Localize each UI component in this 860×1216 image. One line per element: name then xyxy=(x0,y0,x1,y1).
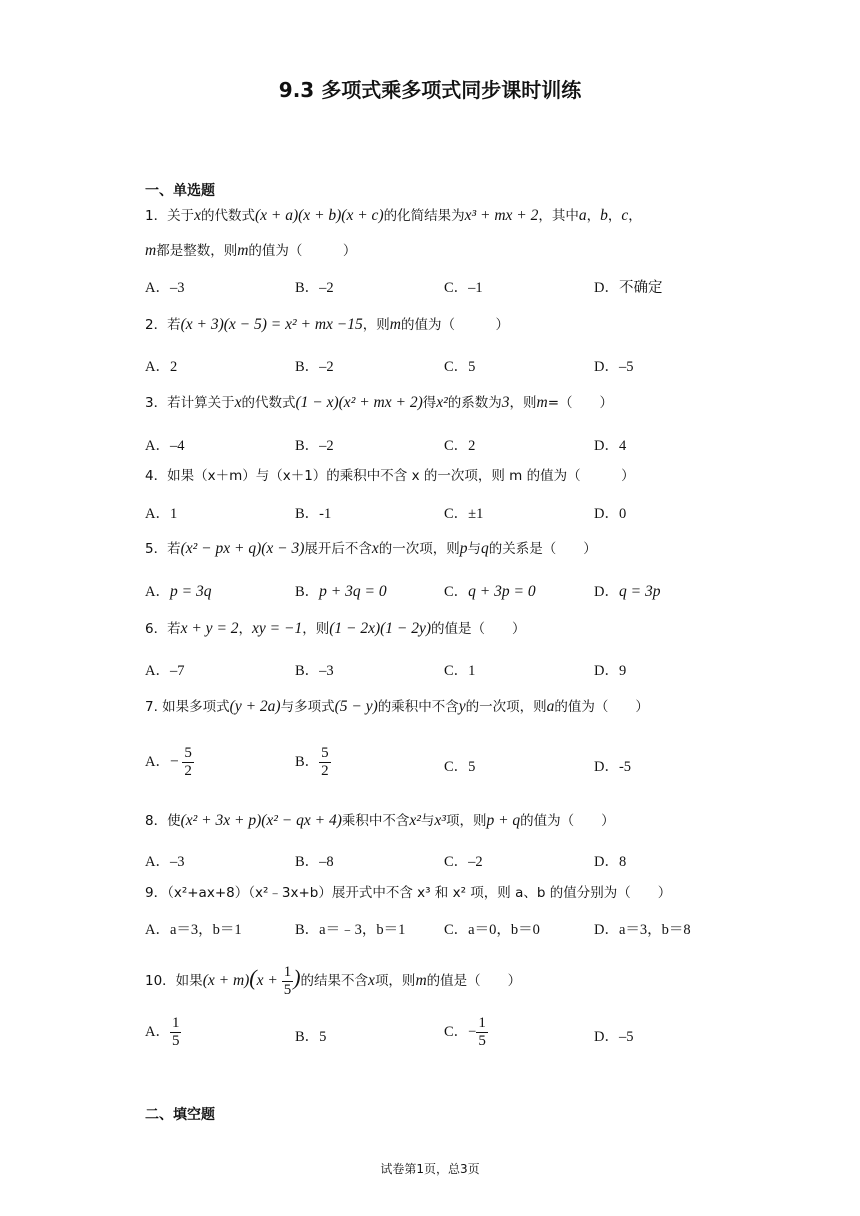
question-8-options xyxy=(145,850,765,874)
option-c[interactable]: C．2 xyxy=(444,438,476,454)
page-footer: 试卷第1页，总3页 xyxy=(380,1162,480,1176)
option-d[interactable]: D．9 xyxy=(594,663,627,679)
page-title: 9.3 多项式乘多项式同步课时训练 xyxy=(278,78,582,102)
option-c[interactable]: C．a＝0，b＝0 xyxy=(444,922,540,938)
option-b[interactable]: B．5 xyxy=(295,1029,327,1045)
question-2-stem: 2．若(x + 3)(x − 5) = x² + mx −15，则m的值为（ ） xyxy=(145,316,509,333)
fraction: $\frac{1}{5}$ xyxy=(283,964,292,999)
question-4-stem: 4．如果（x＋m）与（x＋1）的乘积中不含 x 的一次项，则 m 的值为（ ） xyxy=(145,468,635,484)
option-d[interactable]: D．–5 xyxy=(594,1029,634,1045)
option-c[interactable]: C．5 xyxy=(444,359,476,375)
option-a[interactable]: A．–3 xyxy=(145,280,185,296)
option-d[interactable]: D．8 xyxy=(594,854,627,870)
option-c[interactable]: C．5 xyxy=(444,759,476,775)
option-d[interactable]: D．-5 xyxy=(594,759,632,775)
fraction: $\frac{5}{2}$ xyxy=(184,745,192,779)
option-b[interactable]: B．-1 xyxy=(295,506,332,522)
option-a[interactable]: A． $\frac{1}{5}$ xyxy=(145,1015,180,1049)
question-5-options xyxy=(145,580,765,604)
option-d[interactable]: D．a＝3，b＝8 xyxy=(594,922,691,938)
option-b[interactable]: B．–2 xyxy=(295,359,334,375)
question-4-options xyxy=(145,502,765,526)
question-1-options xyxy=(145,276,765,300)
option-c[interactable]: C．–2 xyxy=(444,854,483,870)
question-3-stem: 3．若计算关于x的代数式(1 − x)(x² + mx + 2)得x²的系数为3，则m=（ ） xyxy=(145,394,614,411)
question-1-stem: 1．关于x的代数式(x + a)(x + b)(x + c)的化简结果为x³ + mx + 2，其中a，b，c， xyxy=(145,207,642,224)
option-a[interactable]: A．–7 xyxy=(145,663,185,679)
option-b[interactable]: B．–2 xyxy=(295,438,334,454)
option-b[interactable]: B．–8 xyxy=(295,854,334,870)
option-c[interactable]: C．− $\frac{1}{5}$ xyxy=(444,1015,486,1049)
option-b[interactable]: B． $\frac{5}{2}$ xyxy=(295,745,329,779)
question-6-options xyxy=(145,659,765,683)
question-2-options xyxy=(145,355,765,379)
question-9-stem: 9．（x²+ax+8）（x²﹣3x+b）展开式中不含 x³ 和 x² 项，则 a、b 的值分别为（ ） xyxy=(145,885,672,901)
option-a[interactable]: A．− $\frac{5}{2}$ xyxy=(145,745,192,779)
question-5-stem: 5．若(x² − px + q)(x − 3)展开后不含x的一次项，则p与q的关系是（ ） xyxy=(145,540,597,557)
option-b[interactable]: B．–2 xyxy=(295,280,334,296)
option-b[interactable]: B．p + 3q = 0 xyxy=(295,583,387,600)
option-c[interactable]: C．1 xyxy=(444,663,476,679)
question-10-stem: 10．如果(x + m)(x + $\frac{1}{5}$ )的结果不含x项，则m的值是（ ） xyxy=(145,964,522,999)
option-b[interactable]: B．–3 xyxy=(295,663,334,679)
option-c[interactable]: C．q + 3p = 0 xyxy=(444,583,536,600)
question-10-options xyxy=(145,1015,765,1055)
option-d[interactable]: D．0 xyxy=(594,506,627,522)
option-b[interactable]: B．a＝﹣3，b＝1 xyxy=(295,922,406,938)
option-a[interactable]: A．a＝3，b＝1 xyxy=(145,922,242,938)
option-a[interactable]: A．–4 xyxy=(145,438,185,454)
question-6-stem: 6．若x + y = 2，xy = −1，则(1 − 2x)(1 − 2y)的值是（ ） xyxy=(145,620,526,637)
question-1-stem-line2: m都是整数，则m的值为（ ） xyxy=(145,242,357,259)
option-d[interactable]: D．不确定 xyxy=(594,280,663,296)
option-c[interactable]: C．±1 xyxy=(444,506,484,522)
option-a[interactable]: A．–3 xyxy=(145,854,185,870)
section-heading-fill-in: 二、填空题 xyxy=(145,1107,215,1123)
option-d[interactable]: D．4 xyxy=(594,438,627,454)
section-heading-single-choice: 一、单选题 xyxy=(145,183,215,199)
fraction: $\frac{5}{2}$ xyxy=(321,745,329,779)
question-8-stem: 8．使(x² + 3x + p)(x² − qx + 4)乘积中不含x²与x³项，则p + q的值为（ ） xyxy=(145,812,615,829)
fraction: $\frac{1}{5}$ xyxy=(478,1015,486,1049)
option-a[interactable]: A．2 xyxy=(145,359,178,375)
option-a[interactable]: A．p = 3q xyxy=(145,583,212,600)
question-7-stem: 7. 如果多项式(y + 2a)与多项式(5 − y)的乘积中不含y的一次项，则a的值为（ ） xyxy=(145,698,649,715)
question-7-options xyxy=(145,745,765,785)
fraction: $\frac{1}{5}$ xyxy=(171,1015,180,1049)
option-a[interactable]: A．1 xyxy=(145,506,178,522)
option-d[interactable]: D．–5 xyxy=(594,359,634,375)
option-c[interactable]: C．–1 xyxy=(444,280,483,296)
question-3-options xyxy=(145,434,765,458)
question-9-options xyxy=(145,918,765,942)
option-d[interactable]: D．q = 3p xyxy=(594,583,661,600)
